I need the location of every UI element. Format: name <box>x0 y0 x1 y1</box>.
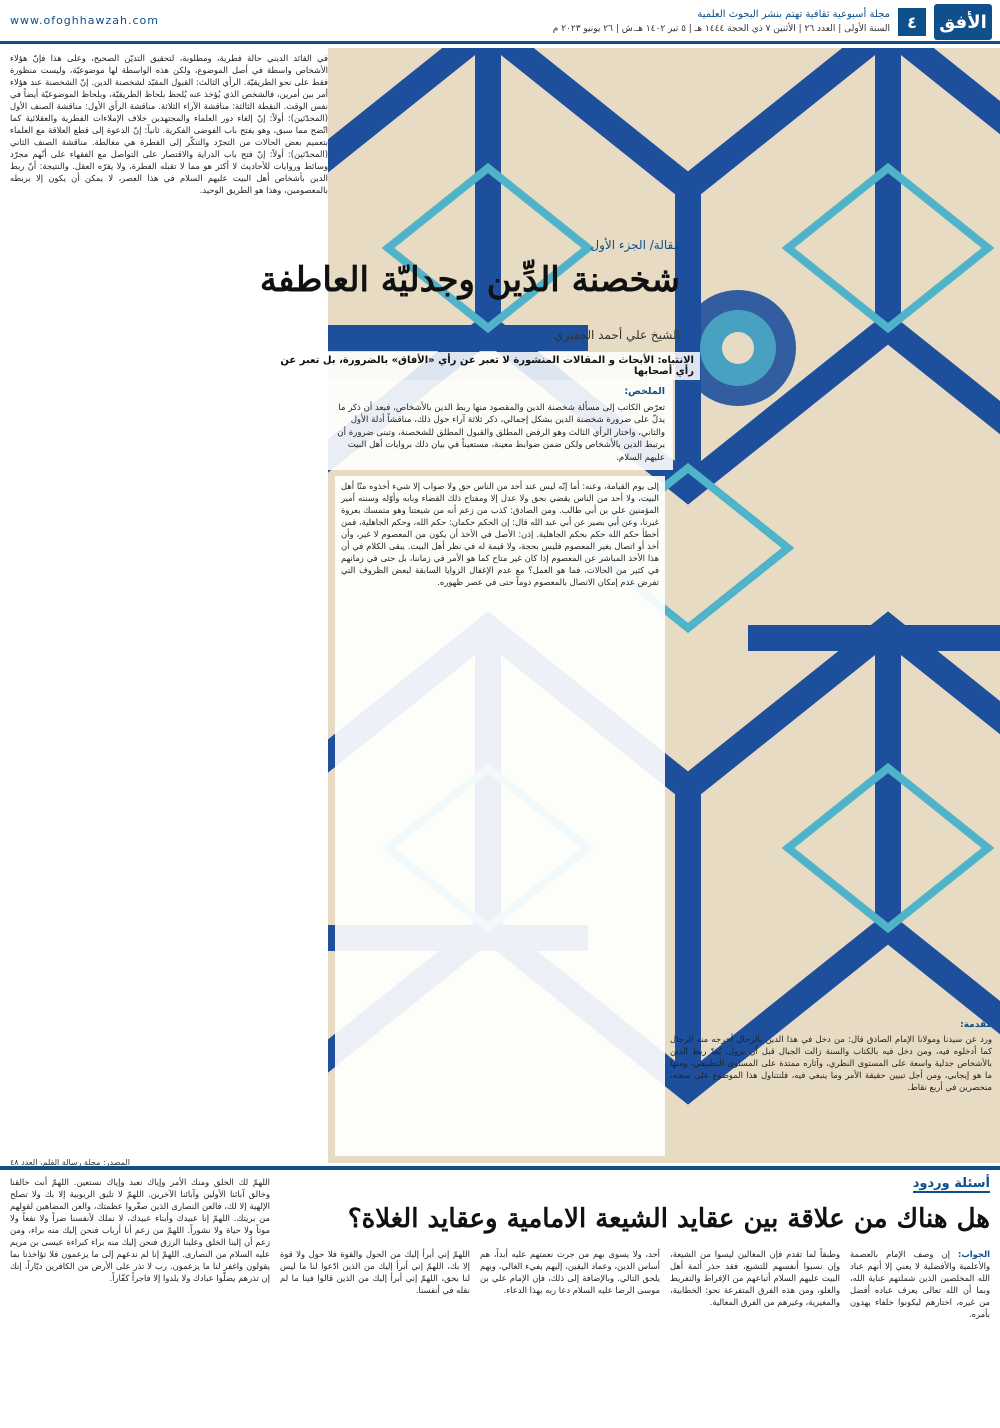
article-paragraph: إلى يوم القيامة، وعنه: أما إنّه ليس عند أحد من الناس حق ولا صواب إلا شيء أخذوه منّا أهل البيت، ولا أحد من الناس يقضي بحق ولا عدل إلا ومفتاح ذلك القضاء وبابه وأوّله وسننه أمير المؤمنين علي بن أبي طالب. ومن الصادق: كذب من زعم أنه من شيعتنا وهو متمسك بعروة غيرنا، وعن أبي بصير عن أبي عبد الله قال: إن الحكم حكمان: حكم الله، وحكم الجاهلية، فمن أخطأ حكم الله حكم بحكم الجاهلية. إذن: الأصل في الأخذ أن يكون من المعصوم لا غير، وأن أخذ أو اتصال بغير المعصوم فليس بحجة، ولا قيمة له في نظر أهل البيت. يبقى الكلام في أن هذا الأخذ المباشر عن المعصوم إذا كان غير متاح كما هو الأمر في زماننا، بل حتى في زمانهم في كثير من الحالات، فما هو العمل؟ مع عدم الإغفال الزوايا السابقة لبعض الظروف التي تفرض عدم إمكان الاتصال بالمعصوم دوماً حتى في عصر ظهوره. <box>341 481 659 587</box>
logo: الأفق <box>934 4 992 40</box>
site-link[interactable]: www.ofoghhawzah.com <box>10 14 159 27</box>
article-paragraph: في القائد الديني حالة فطرية، ومطلوبة، لتحقيق التديّن الصحيح، وعلى هذا فإنّ هؤلاء الأشخاص واسطة في أصل الموضوع، ولكن هذه الواسطة لها موضوعيّة، وليست منظورة فقط على نحو الطريقيّة. الرأي الثالث: القبول المقيّد لشخصنة الدين. إنّ الشخصنة عند هؤلاء أمر بين أمرين، فالشخص الذي يُؤخذ عنه يُلحظ بلحاظ الطريقيّة، وبلحاظ الموضوعيّة أيضاً في نفس الوقت. النقطة الثالثة: مناقشة الآراء الثلاثة. مناقشة الرأي الأول: مناقشة الصنف الأول (المحدّثين): أولاً: إنّ إلغاء دور العلماء والمجتهدين خلاف الإملاءات الفطرية والعقلائية كما اتّضح مما سبق، وهو يفتح باب الفوضى الفكرية. ثانياً: إنّ الدعوة إلى قطع العلاقة مع العلماء بتعميم بعض الحالات من التجرّد والتنكّر إلى الفطرة هي مغالطة. مناقشة الصنف الثاني (المحدّثين): أولاً: إنّ فتح باب الدراية والاقتصار على التواصل مع الفقهاء على أنّهم مجرّد وسائط وروايات للأحاديث لا أكثر هو مما لا تقبله الفطرة، ولا يقرّه العقل. والنتيجة: أنّ ربط الدين بأشخاص أهل البيت عليهم السلام في هذا العصر، لا يمكن أن يكون إلا بربطه بالمعصومين، وهذا هو الطريق الوحيد. <box>10 53 328 195</box>
abstract-box <box>328 380 673 470</box>
page-number: ٤ <box>898 8 926 36</box>
issue-info: السنة الأولى | العدد ٢٦ | الأثنين ٧ ذي الحجة ١٤٤٤ هـ | ٥ تير ١٤٠٢ هـ.ش | ٢٦ يونيو ٢٠٢٣ م <box>552 24 890 34</box>
qa-question-title: هل هناك من علاقة بين عقايد الشيعة الامامية وعقايد الغلاة؟ <box>347 1204 990 1234</box>
article-source: المصدر: مجلة رسالة القلم، العدد ٤٨ <box>10 1158 130 1167</box>
qa-column-4: اللهمّ إني أبرأ إليك من الحول والقوة فلا حول ولا قوة إلا بك، اللهمّ إني أبرأ إليك من الذين ادّعوا لنا ما ليس لنا بحق، اللهمّ إني أبرأ إليك من الذين قالوا فينا ما لم نقله في أنفسنا. <box>280 1249 470 1295</box>
article-paragraph: ورد عن سيدنا ومولانا الإمام الصادق قال: من دخل في هذا الدين بالرجال أخرجه منه الرجال كما أدخلوه فيه، ومن دخل فيه بالكتاب والسنة زالت الجبال قبل أن يزول. يُعدّ ربط الدين بالأشخاص جدلية واسعة على المستوى النظري، وآثاره ممتدة على المستوى التطبيقي، ومنها ما هو إيجابي، ومن أجل تبيين حقيقة الأمر وما ينبغي فيه، فلنتناول هذا الموضوع على سعته، منحصرين في أربع نقاط. <box>670 1034 992 1092</box>
qa-section-tag: أسئلة وردود <box>912 1176 990 1191</box>
abstract-label: الملخص: <box>624 386 665 397</box>
abstract-text: تعرّض الكاتب إلى مسألة شخصنة الدين والمقصود منها ربط الدين بالأشخاص، فبعد أن ذكر ما يدلّ على ضرورة شخصنة الدين بشكل إجمالي، ذكر ثلاثة آراء حول ذلك، مناقشاً أدلة الأول والثاني، واختار الرأي الثالث وهو الرفض المطلق والقبول المطلق للشخصنة، وتبنى ضرورة أن يرتبط الدين بالأشخاص ولكن ضمن ضوابط معينة، مستعيناً في بيان ذلك بروايات أهل البيت عليهم السلام. <box>337 402 665 463</box>
article-column-right <box>670 1015 992 1161</box>
qa-column-1 <box>850 1248 990 1428</box>
answer-label: الجواب: <box>958 1249 990 1259</box>
article-column-left <box>10 52 328 1152</box>
tagline: مجلة أسبوعية ثقافية تهتم بنشر البحوث العلمية <box>697 9 890 20</box>
article-author: الشيخ علي أحمد الجفيري <box>553 328 680 342</box>
qa-section <box>0 1166 1000 1428</box>
qa-column-5: اللهمّ لك الخلق ومنك الأمر وإياك نعبد وإياك نستعين. اللهمّ أنت خالقنا وخالق آبائنا الأولين وآبائنا الآخرين. اللهمّ لا تليق الربوبية إلا بك ولا تصلح الإلهية إلا لك، فالعن النصارى الذين صغّروا عظمتك، والعن المضاهين لقولهم من بريتك. اللهمّ إنا عبيدك وأبناء عبيدك، لا نملك لأنفسنا ضراً ولا نفعاً ولا موتاً ولا حياة ولا نشوراً. اللهمّ من زعم أنا أرباب فنحن إليك منه براء، ومن زعم أن إلينا الخلق وعلينا الرزق فنحن إليك منه براء كبراءة عيسى بن مريم عليه السلام من النصارى. اللهمّ إنا لم ندعهم إلى ما يزعمون فلا تؤاخذنا بما يقولون واغفر لنا ما يزعمون. رب لا تذر على الأرض من الكافرين ديّاراً، إنك إن تذرهم يضلّوا عبادك ولا يلدوا إلا فاجراً كفّاراً. <box>10 1177 270 1283</box>
intro-label: مقدمة: <box>960 1020 992 1030</box>
qa-column-3: أحد، ولا يسوى بهم من جرت نعمتهم عليه أبداً، هم أساس الدين، وعماد اليقين، إليهم يفيء الغالي، وبهم يلحق التالي. وبالإضافة إلى ذلك، فإن الإمام علي بن موسى الرضا عليه السلام دعا ربه بهذا الدعاء. <box>480 1249 660 1295</box>
article-title: شخصنة الدِّين وجدليّة العاطفة <box>259 260 680 300</box>
qa-column-2: وطبقاً لما تقدم فإن المغالين ليسوا من الشيعة، وإن نسبوا أنفسهم للتشيع، فقد حذر أئمة أهل البيت عليهم السلام أتباعهم من الإفراط والتفريط والغلو، ومن هذه الفرق المتفرعة نحو: الخطابية، والمغيرية، وغيرهم من الفرق المغالية. <box>670 1249 840 1307</box>
article-column-middle <box>335 476 665 1156</box>
disclaimer: الانتباه: الأبحاث و المقالات المنشورة لا تعبر عن رأي «الأفاق» بالضرورة، بل تعبر عن رأي أصحابها <box>260 352 700 380</box>
article-series: مقالة/ الجزء الأول <box>590 238 680 252</box>
masthead <box>0 0 1000 44</box>
qa-text: إن وصف الإمام بالعصمة والأعلمية والأفضلية لا يعني إلا أنهم عباد الله المخلصين الذين شملتهم عناية الله، وبما أن الله تعالى يعرف عباده أفضل من غيره، اختارهم ليكونوا خلفاء يهدون بأمره. <box>850 1249 990 1319</box>
